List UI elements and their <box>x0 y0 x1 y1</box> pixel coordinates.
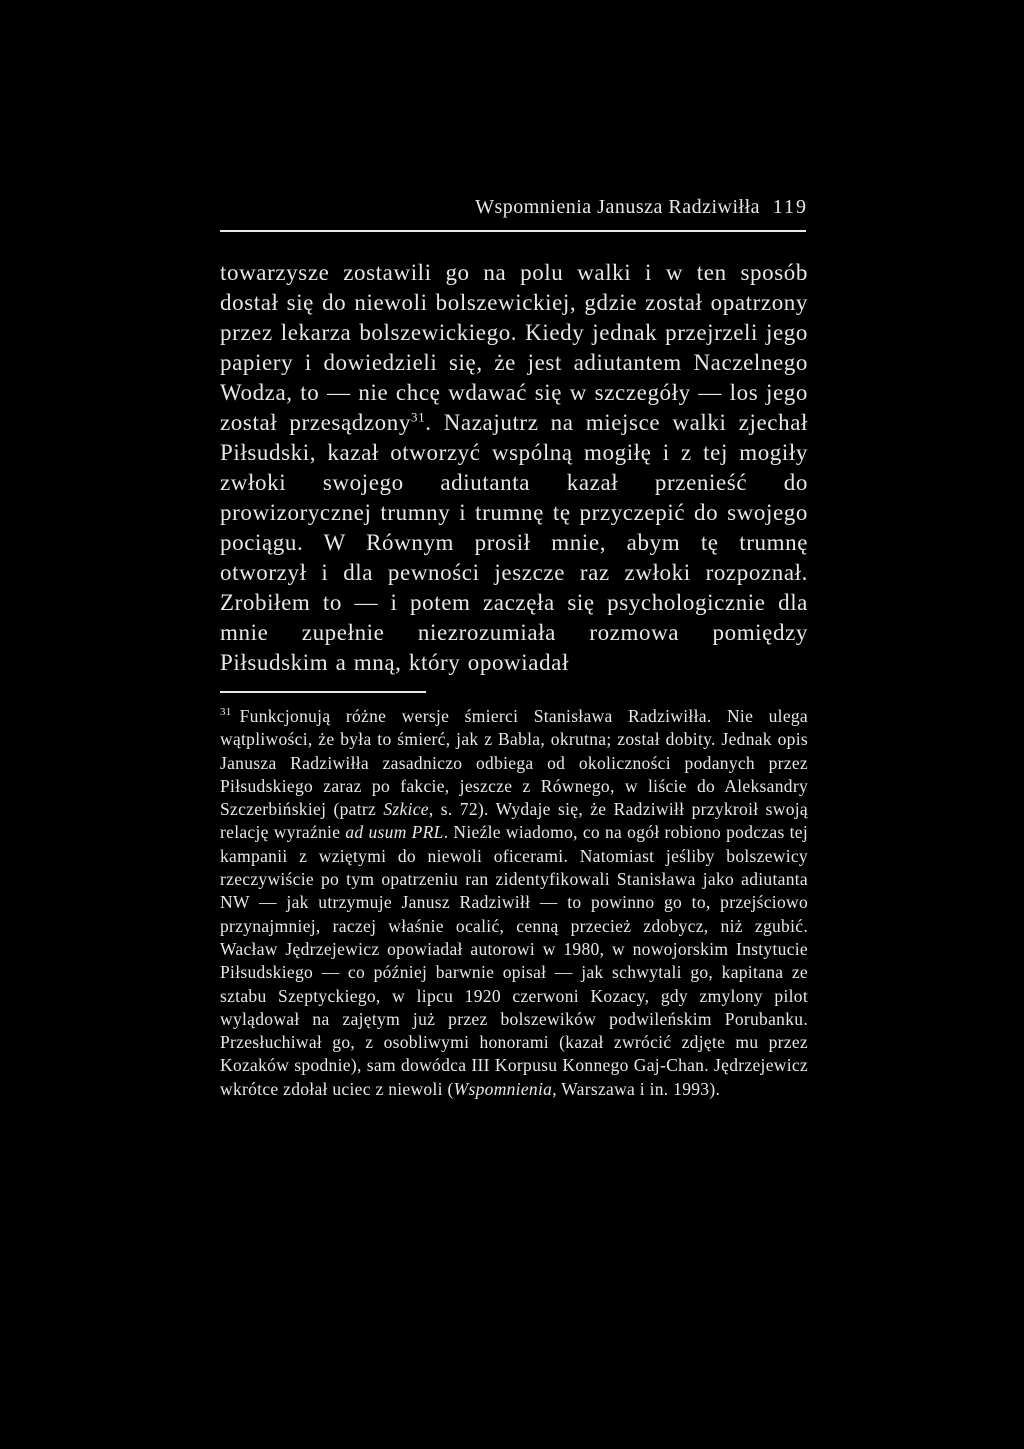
footnote-italic-ad-usum: ad usum PRL <box>345 822 444 843</box>
running-header <box>220 196 808 230</box>
main-text <box>220 258 808 678</box>
main-text-part1: towarzysze zostawili go na polu walki i w ten sposób dostał się do niewoli bolszewickiej, gdzie został opatrzony przez lekarza bolszewickiego. Kiedy jednak przejrzeli jego papiery i dowiedzieli się, że jest adiutantem Naczelnego Wodza, to — nie chcę wdawać się w szczegóły — los jego został przesądzony <box>220 260 808 435</box>
page-number: 119 <box>772 196 808 218</box>
footnote-italic-szkice: Szkice <box>383 799 429 820</box>
footnote-rule <box>220 691 426 693</box>
footnote-text-part1: Funkcjonują różne wersje śmierci Stanisława Radziwiłła. Nie ulega wątpliwości, że była to śmierć, jak z Babla, okrutna; został dobity. Jednak opis Janusza Radziwiłła zasadniczo odbiega od okoliczności podanych przez Piłsudskiego zaraz po fakcie, jeszcze z Równego, w liście do Aleksandry Szczerbińskiej (patrz <box>220 706 808 820</box>
footnote-text-part3: . Nieźle wiadomo, co na ogół robiono podczas tej kampanii z wziętymi do niewoli oficerami. Natomiast jeśliby bolszewicy rzeczywiście po tym opatrzeniu ran zidentyfikowali Stanisława jako adiutanta NW — jak utrzymuje Janusz Radziwiłł — to powinno go to, przejściowo przynajmniej, raczej właśnie ocalić, cenną przecież zdobycz, niż zgubić. Wacław Jędrzejewicz opowiadał autorowi w 1980, w nowojorskim Instytucie Piłsudskiego — co później barwnie opisał — jak schwytali go, kapitana ze sztabu Szeptyckiego, w lipcu 1920 czerwoni Kozacy, gdy zmylony pilot wylądował na zajętym już przez bolszewików podwileńskim Porubanku. Przesłuchiwał go, z osobliwymi honorami (kazał zwrócić zdjęte mu przez Kozaków spodnie), sam dowódca III Korpusu Konnego Gaj-Chan. Jędrzejewicz wkrótce zdołał uciec z niewoli ( <box>220 822 808 1099</box>
main-text-part2: . Nazajutrz na miejsce walki zjechał Piłsudski, kazał otworzyć wspólną mogiłę i z tej mogiły zwłoki swojego adiutanta kazał przenieść do prowizorycznej trumny i trumnę tę przyczepić do swojego pociągu. W Równym prosił mnie, abym tę trumnę otworzył i dla pewności jeszcze raz zwłoki rozpoznał. Zrobiłem to — i potem zaczęła się psychologicznie dla mnie zupełnie niezrozumiała rozmowa pomiędzy Piłsudskim a mną, który opowiadał <box>220 410 808 675</box>
footnote-italic-wspomnienia: Wspomnienia <box>453 1078 553 1099</box>
footnote-reference: 31 <box>410 409 426 425</box>
header-rule <box>220 230 806 232</box>
main-paragraph <box>220 258 808 678</box>
footnote <box>220 705 808 1101</box>
running-title: Wspomnienia Janusza Radziwiłła <box>475 196 760 218</box>
footnote-paragraph <box>220 705 808 1101</box>
footnote-text-part4: , Warszawa i in. 1993). <box>552 1078 721 1099</box>
footnote-text-part2: , s. 72). Wydaje się, że Radziwiłł przykroił swoją relację wyraźnie <box>220 799 808 843</box>
footnote-number: 31 <box>220 706 232 719</box>
